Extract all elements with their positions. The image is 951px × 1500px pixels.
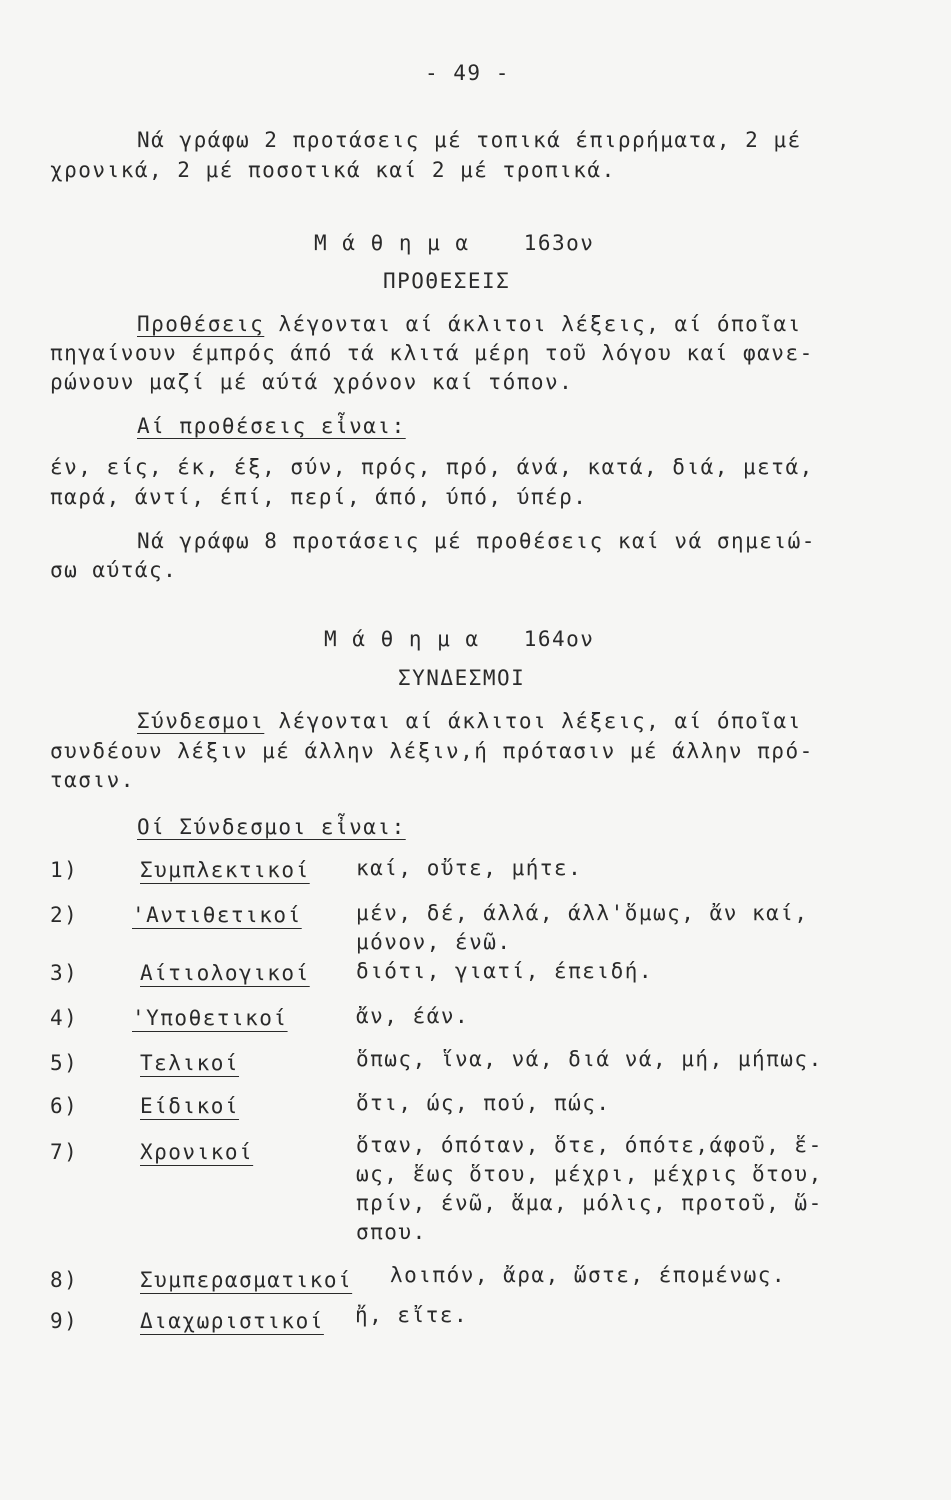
lesson-164-definition-line-2: συνδέουν λέξιν μέ άλλην λέξιν,ή πρότασιν μέ άλλην πρό- [50, 739, 814, 763]
conjunction-term: Χρονικοί [140, 1140, 254, 1164]
lesson-164-definition-term: Σύνδεσμοι [137, 709, 265, 733]
conjunction-term: Τελικοί [140, 1051, 240, 1075]
lesson-163-task-line-2: σω αύτάς. [50, 558, 178, 582]
lesson-164-list-intro: Οί Σύνδεσμοι εἶναι: [137, 815, 406, 839]
lesson-164-definition-line-1 [137, 708, 802, 734]
lesson-163-list-intro: Αί προθέσεις εἶναι: [137, 414, 406, 438]
page-number: - 49 - [425, 61, 510, 85]
lesson-164-definition-line-3: τασιν. [50, 768, 135, 792]
conjunction-term: 'Αντιθετικοί [132, 903, 302, 927]
conjunction-number: 5) [50, 1051, 79, 1075]
conjunction-number: 3) [50, 961, 79, 985]
lesson-164-heading-number: 164ον [523, 627, 595, 651]
lesson-163-task-line-1: Νά γράφω 8 προτάσεις μέ προθέσεις καί νά σημειώ- [137, 529, 816, 553]
lesson-164-title: ΣΥΝΔΕΣΜΟΙ [398, 666, 526, 690]
conjunction-words: ἤ, εἴτε. [355, 1303, 469, 1327]
conjunction-number: 2) [50, 903, 79, 927]
conjunction-term: Αίτιολογικοί [140, 961, 310, 985]
conjunction-number: 8) [50, 1268, 79, 1292]
conjunction-term: Συμπλεκτικοί [140, 858, 310, 882]
intro-line-2: χρονικά, 2 μέ ποσοτικά καί 2 μέ τροπικά. [50, 158, 616, 182]
conjunction-term: Διαχωριστικοί [140, 1309, 324, 1333]
lesson-163-heading [314, 230, 594, 256]
lesson-163-definition-line-1 [137, 311, 802, 337]
conjunction-words: ὅπως, ἵνα, νά, διά νά, μή, μήπως. [356, 1047, 823, 1071]
lesson-163-definition-term: Προθέσεις [137, 312, 265, 336]
lesson-163-heading-word: Μ ά θ η μ α [314, 231, 470, 255]
conjunction-number: 7) [50, 1140, 79, 1164]
lesson-163-definition-line-3: ρώνουν μαζί μέ αύτά χρόνον καί τόπον. [50, 370, 574, 394]
conjunction-words: σπου. [356, 1220, 427, 1244]
conjunction-words: ὅτι, ώς, πού, πώς. [356, 1091, 611, 1115]
conjunction-number: 6) [50, 1094, 79, 1118]
lesson-163-list-line-2: παρά, άντί, έπί, περί, άπό, ύπό, ύπέρ. [50, 485, 588, 509]
conjunction-number: 4) [50, 1006, 79, 1030]
conjunction-number: 1) [50, 858, 79, 882]
conjunction-words: πρίν, ένῶ, ἅμα, μόλις, προτοῦ, ὥ- [356, 1191, 823, 1215]
intro-line-1: Νά γράφω 2 προτάσεις μέ τοπικά έπιρρήματα, 2 μέ [137, 128, 802, 152]
lesson-163-title: ΠΡΟΘΕΣΕΙΣ [383, 269, 511, 293]
conjunction-term: Είδικοί [140, 1094, 240, 1118]
conjunction-words: καί, οὔτε, μήτε. [356, 856, 583, 880]
lesson-164-heading [324, 626, 594, 652]
conjunction-words: ἄν, έάν. [356, 1004, 470, 1028]
lesson-163-list-line-1: έν, είς, έκ, έξ, σύν, πρός, πρό, άνά, κατά, διά, μετά, [50, 455, 814, 479]
lesson-164-definition-rest: λέγονται αί άκλιτοι λέξεις, αί όποῖαι [264, 709, 802, 733]
conjunction-number: 9) [50, 1309, 79, 1333]
conjunction-words: μέν, δέ, άλλά, άλλ'ὅμως, ἄν καί, [356, 901, 809, 925]
lesson-164-heading-word: Μ ά θ η μ α [324, 627, 480, 651]
conjunction-term: Συμπερασματικοί [140, 1268, 353, 1292]
conjunction-words: λοιπόν, ἄρα, ὥστε, έπομένως. [390, 1263, 787, 1287]
conjunction-term: 'Υποθετικοί [132, 1006, 288, 1030]
conjunction-words: διότι, γιατί, έπειδή. [356, 959, 654, 983]
conjunction-words: ὅταν, όπόταν, ὅτε, όπότε,άφοῦ, ἕ- [356, 1133, 823, 1157]
lesson-163-heading-number: 163ον [523, 231, 595, 255]
lesson-163-definition-line-2: πηγαίνουν έμπρός άπό τά κλιτά μέρη τοῦ λόγου καί φανε- [50, 341, 814, 365]
conjunction-words: μόνον, ένῶ. [356, 930, 512, 954]
conjunction-words: ως, ἕως ὅτου, μέχρι, μέχρις ὅτου, [356, 1162, 823, 1186]
lesson-163-definition-rest: λέγονται αί άκλιτοι λέξεις, αί όποῖαι [264, 312, 802, 336]
